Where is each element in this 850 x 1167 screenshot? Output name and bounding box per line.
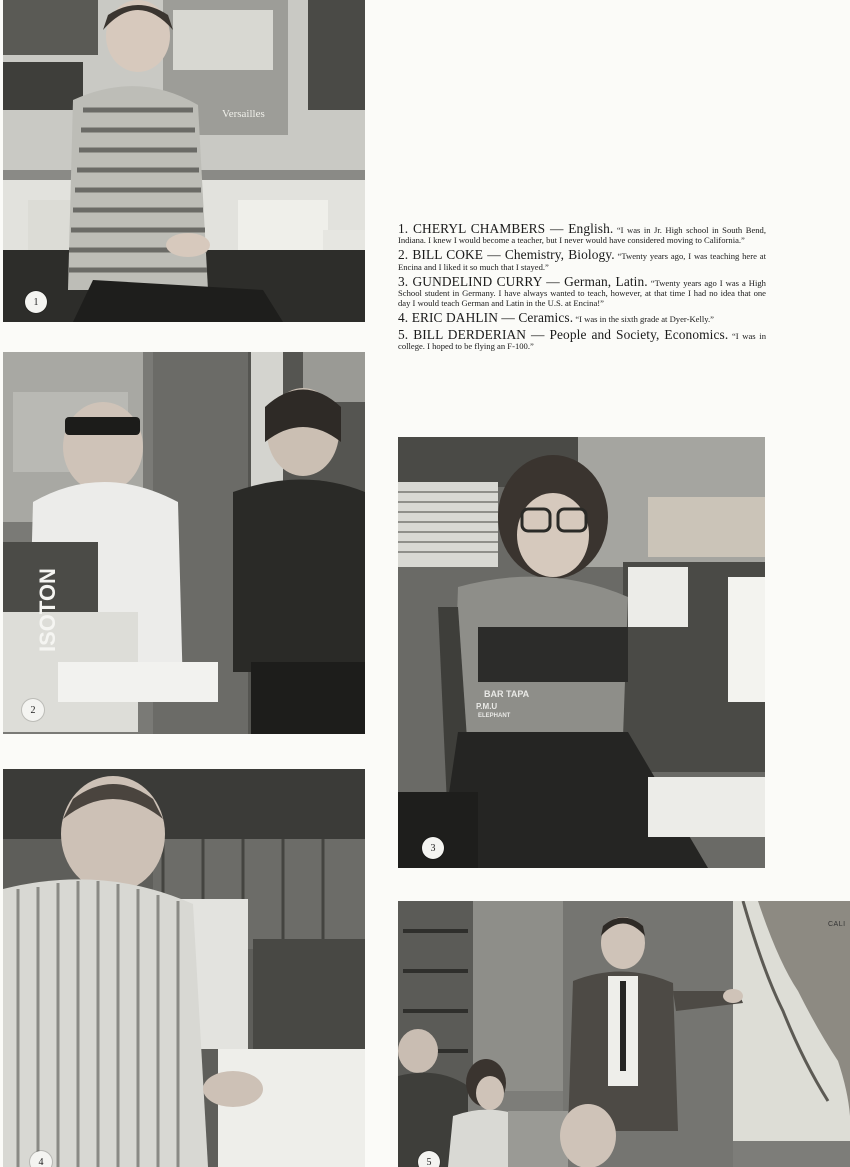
photo-number-badge: 4: [30, 1151, 52, 1167]
caption-entry: [398, 326, 766, 351]
caption-quote: “I was in the sixth grade at Dyer-Kelly.”: [575, 314, 714, 325]
shirt-text-line-1: BAR TAPA: [484, 689, 530, 699]
caption-entry: [398, 247, 766, 272]
shirt-text-line-3: ELEPHANT: [478, 713, 511, 719]
caption-heading: 2. BILL COKE — Chemistry, Biology.: [398, 247, 615, 263]
photo-3-scene: [398, 437, 765, 868]
caption-heading: 1. CHERYL CHAMBERS — English.: [398, 221, 614, 236]
caption-entry: [398, 310, 766, 326]
photo-1-scene: [3, 0, 365, 322]
caption-entry: [398, 273, 766, 309]
caption-quote: “Twenty years ago, I was teaching here at Encina and I liked it so much that I stayed.”: [398, 251, 766, 272]
caption-quote: “Twenty years ago I was a High School student in Germany. I have always wanted to teach, however, at that time I had no idea that one day I would teach German and Latin in the U.S. at Encina!”: [398, 277, 766, 309]
shirt-text-line-2: P.M.U: [476, 702, 498, 711]
photo-number-badge: 3: [422, 837, 444, 859]
photo-bill-coke: [3, 352, 365, 734]
photo-eric-dahlin: [3, 769, 365, 1167]
photo-number-badge: 5: [418, 1151, 440, 1167]
caption-quote: “I was in college. I hoped to be flying an F-100.”: [398, 330, 766, 351]
photo-2-scene: [3, 352, 365, 734]
isoton-box-label: ISOTON: [35, 568, 60, 652]
photo-number-badge: 2: [22, 699, 44, 721]
map-label: CALI: [828, 921, 846, 928]
faculty-captions: [398, 221, 767, 356]
caption-heading: 3. GUNDELIND CURRY — German, Latin.: [398, 273, 648, 289]
photo-number-badge: 1: [25, 291, 47, 313]
poster-label: Versailles: [222, 108, 265, 120]
caption-heading: 4. ERIC DAHLIN — Ceramics.: [398, 310, 574, 326]
photo-cheryl-chambers: [3, 0, 365, 322]
photo-bill-derderian: [398, 901, 850, 1167]
photo-5-scene: [398, 901, 850, 1167]
caption-heading: 5. BILL DERDERIAN — People and Society, Economics.: [398, 326, 729, 342]
caption-quote: “I was in Jr. High school in South Bend, Indiana. I knew I would become a teacher, but I never would have considered moving to California.”: [398, 225, 767, 246]
caption-entry: [398, 221, 767, 246]
photo-4-scene: [3, 769, 365, 1167]
photo-gundelind-curry: [398, 437, 765, 868]
